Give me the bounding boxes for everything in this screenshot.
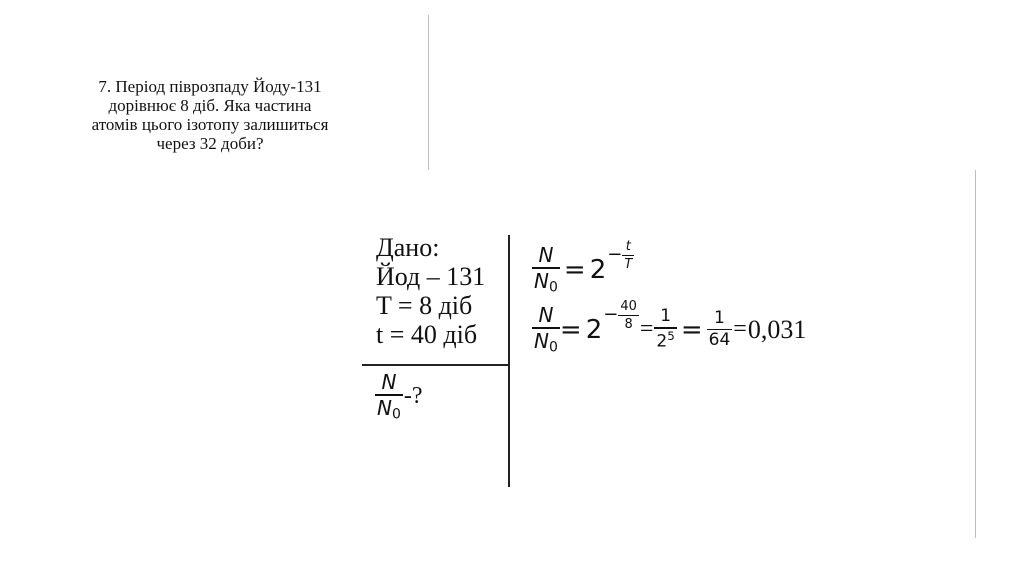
problem-line-2: дорівнює 8 діб. Яка частина bbox=[108, 96, 312, 115]
eq2-frac1-den-base: 2 bbox=[656, 331, 668, 352]
find-section bbox=[375, 372, 423, 421]
slide-divider-right bbox=[975, 170, 976, 538]
eq2-exp-fraction bbox=[618, 300, 639, 331]
eq2-lhs-num: N bbox=[538, 303, 554, 327]
slide-divider-left bbox=[428, 15, 429, 170]
eq2-lhs-fraction bbox=[532, 305, 560, 354]
eq2-frac1-den-exp: 5 bbox=[667, 328, 675, 343]
given-line-time: t = 40 діб bbox=[376, 320, 478, 349]
eq1-exp-fraction bbox=[622, 240, 634, 271]
eq1-exp-den: T bbox=[624, 257, 633, 272]
eq2-equals: = bbox=[559, 314, 582, 345]
solution-block bbox=[300, 215, 900, 515]
find-suffix: -? bbox=[403, 383, 423, 409]
eq2-fraction-power bbox=[654, 308, 676, 350]
eq1-lhs-den bbox=[532, 268, 560, 295]
eq2-lhs-den bbox=[532, 328, 560, 355]
eq1-base: 2 bbox=[589, 254, 607, 285]
fraction-bar bbox=[618, 315, 639, 316]
eq1-exponent bbox=[607, 240, 634, 271]
problem-line-4: через 32 доби? bbox=[156, 134, 264, 153]
find-denominator bbox=[375, 395, 403, 422]
problem-statement bbox=[50, 77, 370, 153]
eq1-lhs-fraction bbox=[532, 245, 560, 294]
given-header: Дано: bbox=[376, 233, 440, 262]
problem-line-1: 7. Період піврозпаду Йоду-131 bbox=[98, 77, 322, 96]
eq2-equals-b: = bbox=[680, 314, 703, 345]
given-section bbox=[376, 233, 485, 349]
equation-decay-law bbox=[532, 239, 634, 295]
eq2-exp-den: 8 bbox=[624, 317, 633, 332]
eq2-frac2-num: 1 bbox=[714, 307, 725, 328]
given-horizontal-divider bbox=[362, 364, 509, 366]
eq2-exp-num: 40 bbox=[620, 299, 637, 314]
eq1-exp-num: t bbox=[625, 239, 631, 254]
find-fraction bbox=[375, 372, 403, 421]
eq1-lhs-num: N bbox=[538, 243, 554, 267]
eq2-base: 2 bbox=[585, 314, 603, 345]
eq2-equals-c: = bbox=[733, 316, 747, 342]
eq1-den-sub: 0 bbox=[548, 279, 558, 295]
find-den-symbol: N bbox=[377, 395, 392, 420]
eq2-exponent bbox=[603, 300, 639, 331]
eq2-result: 0,031 bbox=[747, 314, 807, 344]
eq1-equals: = bbox=[563, 254, 586, 285]
find-numerator: N bbox=[381, 370, 397, 394]
eq2-exp-sign: − bbox=[603, 304, 619, 325]
fraction-bar bbox=[622, 255, 634, 256]
eq2-frac1-den bbox=[654, 328, 676, 352]
problem-line-3: атомів цього ізотопу залишиться bbox=[91, 115, 329, 134]
eq2-frac1-num: 1 bbox=[660, 306, 672, 327]
eq2-fraction-64 bbox=[707, 307, 733, 351]
given-line-isotope: Йод – 131 bbox=[376, 262, 486, 291]
eq1-den-symbol: N bbox=[534, 268, 549, 293]
equation-calculation bbox=[532, 299, 807, 355]
eq2-frac2-den: 64 bbox=[708, 330, 731, 351]
given-line-half-life: T = 8 діб bbox=[376, 291, 473, 320]
find-den-sub: 0 bbox=[391, 406, 401, 422]
eq2-equals-a: = bbox=[639, 316, 654, 342]
given-vertical-divider bbox=[508, 235, 510, 487]
eq2-den-symbol: N bbox=[534, 328, 549, 353]
eq2-den-sub: 0 bbox=[548, 339, 558, 355]
eq1-exp-sign: − bbox=[607, 244, 623, 265]
